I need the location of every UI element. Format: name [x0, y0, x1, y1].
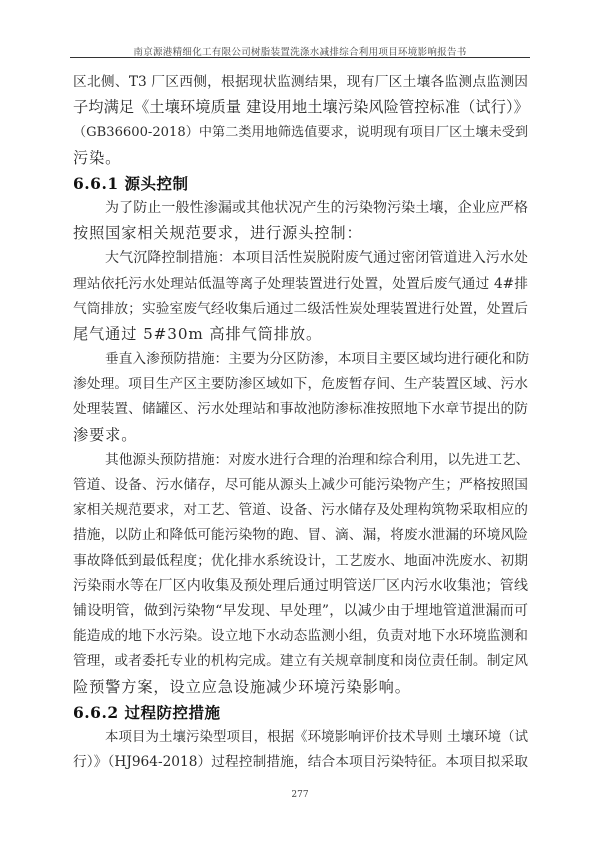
text-line: 能造成的地下水污染。设立地下水动态监测小组，负责对地下水环境监测和	[73, 628, 528, 645]
text-line: 污染雨水等在厂区内收集及预处理后通过明管送厂区内污水收集池；管线	[73, 577, 528, 594]
page-number: 277	[291, 790, 309, 800]
paragraph-atmospheric-deposition	[73, 246, 528, 347]
paragraph-source-control-intro	[73, 196, 528, 246]
text-line: 渗要求。	[73, 425, 138, 444]
document-body	[73, 70, 528, 775]
text-line: 其他源头预防措施：对废水进行合理的治理和综合利用，以先进工艺、	[105, 451, 530, 468]
header-divider	[70, 57, 530, 58]
text-line: 险预警方案，设立应急设施减少环境污染影响。	[73, 677, 411, 696]
section-heading-source-control: 6.6.1 源头控制	[73, 173, 189, 193]
paragraph-process-control	[73, 725, 528, 775]
text-line: 大气沉降控制措施：本项目活性炭脱附废气通过密闭管道进入污水处	[105, 250, 528, 267]
text-line: 子均满足《土壤环境质量 建设用地土壤污染风险管控标准（试行）》	[73, 98, 529, 117]
paragraph-soil-monitoring	[73, 70, 528, 171]
text-line: 事故降低到最低程度；优化排水系统设计，工艺废水、地面冲洗废水、初期	[73, 552, 528, 569]
text-line: 污染。	[73, 148, 122, 167]
text-line: 理站依托污水处理站低温等离子处理装置进行处置，处置后废气通过 4#排	[73, 275, 528, 292]
text-line: 本项目为土壤污染型项目，根据《环境影响评价技术导则 土壤环境（试	[105, 729, 528, 745]
paragraph-other-prevention	[73, 448, 528, 700]
text-line: 为了防止一般性渗漏或其他状况产生的污染物污染土壤，企业应严格	[105, 199, 528, 216]
text-line: 渗处理。项目生产区主要防渗区域如下，危废暂存间、生产装置区域、污水	[73, 376, 528, 393]
text-line: 尾气通过 5#30m 高排气筒排放。	[73, 324, 323, 343]
text-line: 管道、设备、污水储存，尽可能从源头上减少可能污染物产生；严格按照国	[73, 477, 528, 493]
text-line: 行）》（HJ964-2018）过程控制措施，结合本项目污染特征。本项目拟采取	[73, 754, 528, 771]
text-line: 措施，以防止和降低可能污染物的跑、冒、滴、漏，将废水泄漏的环境风险	[73, 527, 528, 544]
text-line: 处理装置、储罐区、污水处理站和事故池防渗标准按照地下水章节提出的防	[73, 401, 528, 418]
text-line: 铺设明管，做到污染物“早发现、早处理”，以减少由于埋地管道泄漏而可	[73, 602, 528, 619]
paragraph-vertical-infiltration	[73, 347, 528, 448]
text-line: 家相关规范要求，对工艺、管道、设备、污水储存及处理构筑物采取相应的	[73, 502, 528, 519]
text-line: （GB36600-2018）中第二类用地筛选值要求，说明现有项目厂区土壤未受到	[73, 125, 528, 141]
text-line: 垂直入渗预防措施：主要为分区防渗，本项目主要区域均进行硬化和防	[105, 351, 530, 368]
text-line: 按照国家相关规范要求，进行源头控制：	[73, 224, 363, 243]
text-line: 区北侧、T3 厂区西侧，根据现状监测结果，现有厂区土壤各监测点监测因	[73, 74, 528, 90]
document-header: 南京源港精细化工有限公司树脂装置洗涤水减排综合利用项目环境影响报告书	[133, 47, 467, 58]
text-line: 气筒排放；实验室废气经收集后通过二级活性炭处理装置进行处置，处置后	[73, 300, 528, 317]
text-line: 管理，或者委托专业的机构完成。建立有关规章制度和岗位责任制。制定风	[73, 653, 528, 670]
section-heading-process-control: 6.6.2 过程防控措施	[73, 702, 221, 722]
